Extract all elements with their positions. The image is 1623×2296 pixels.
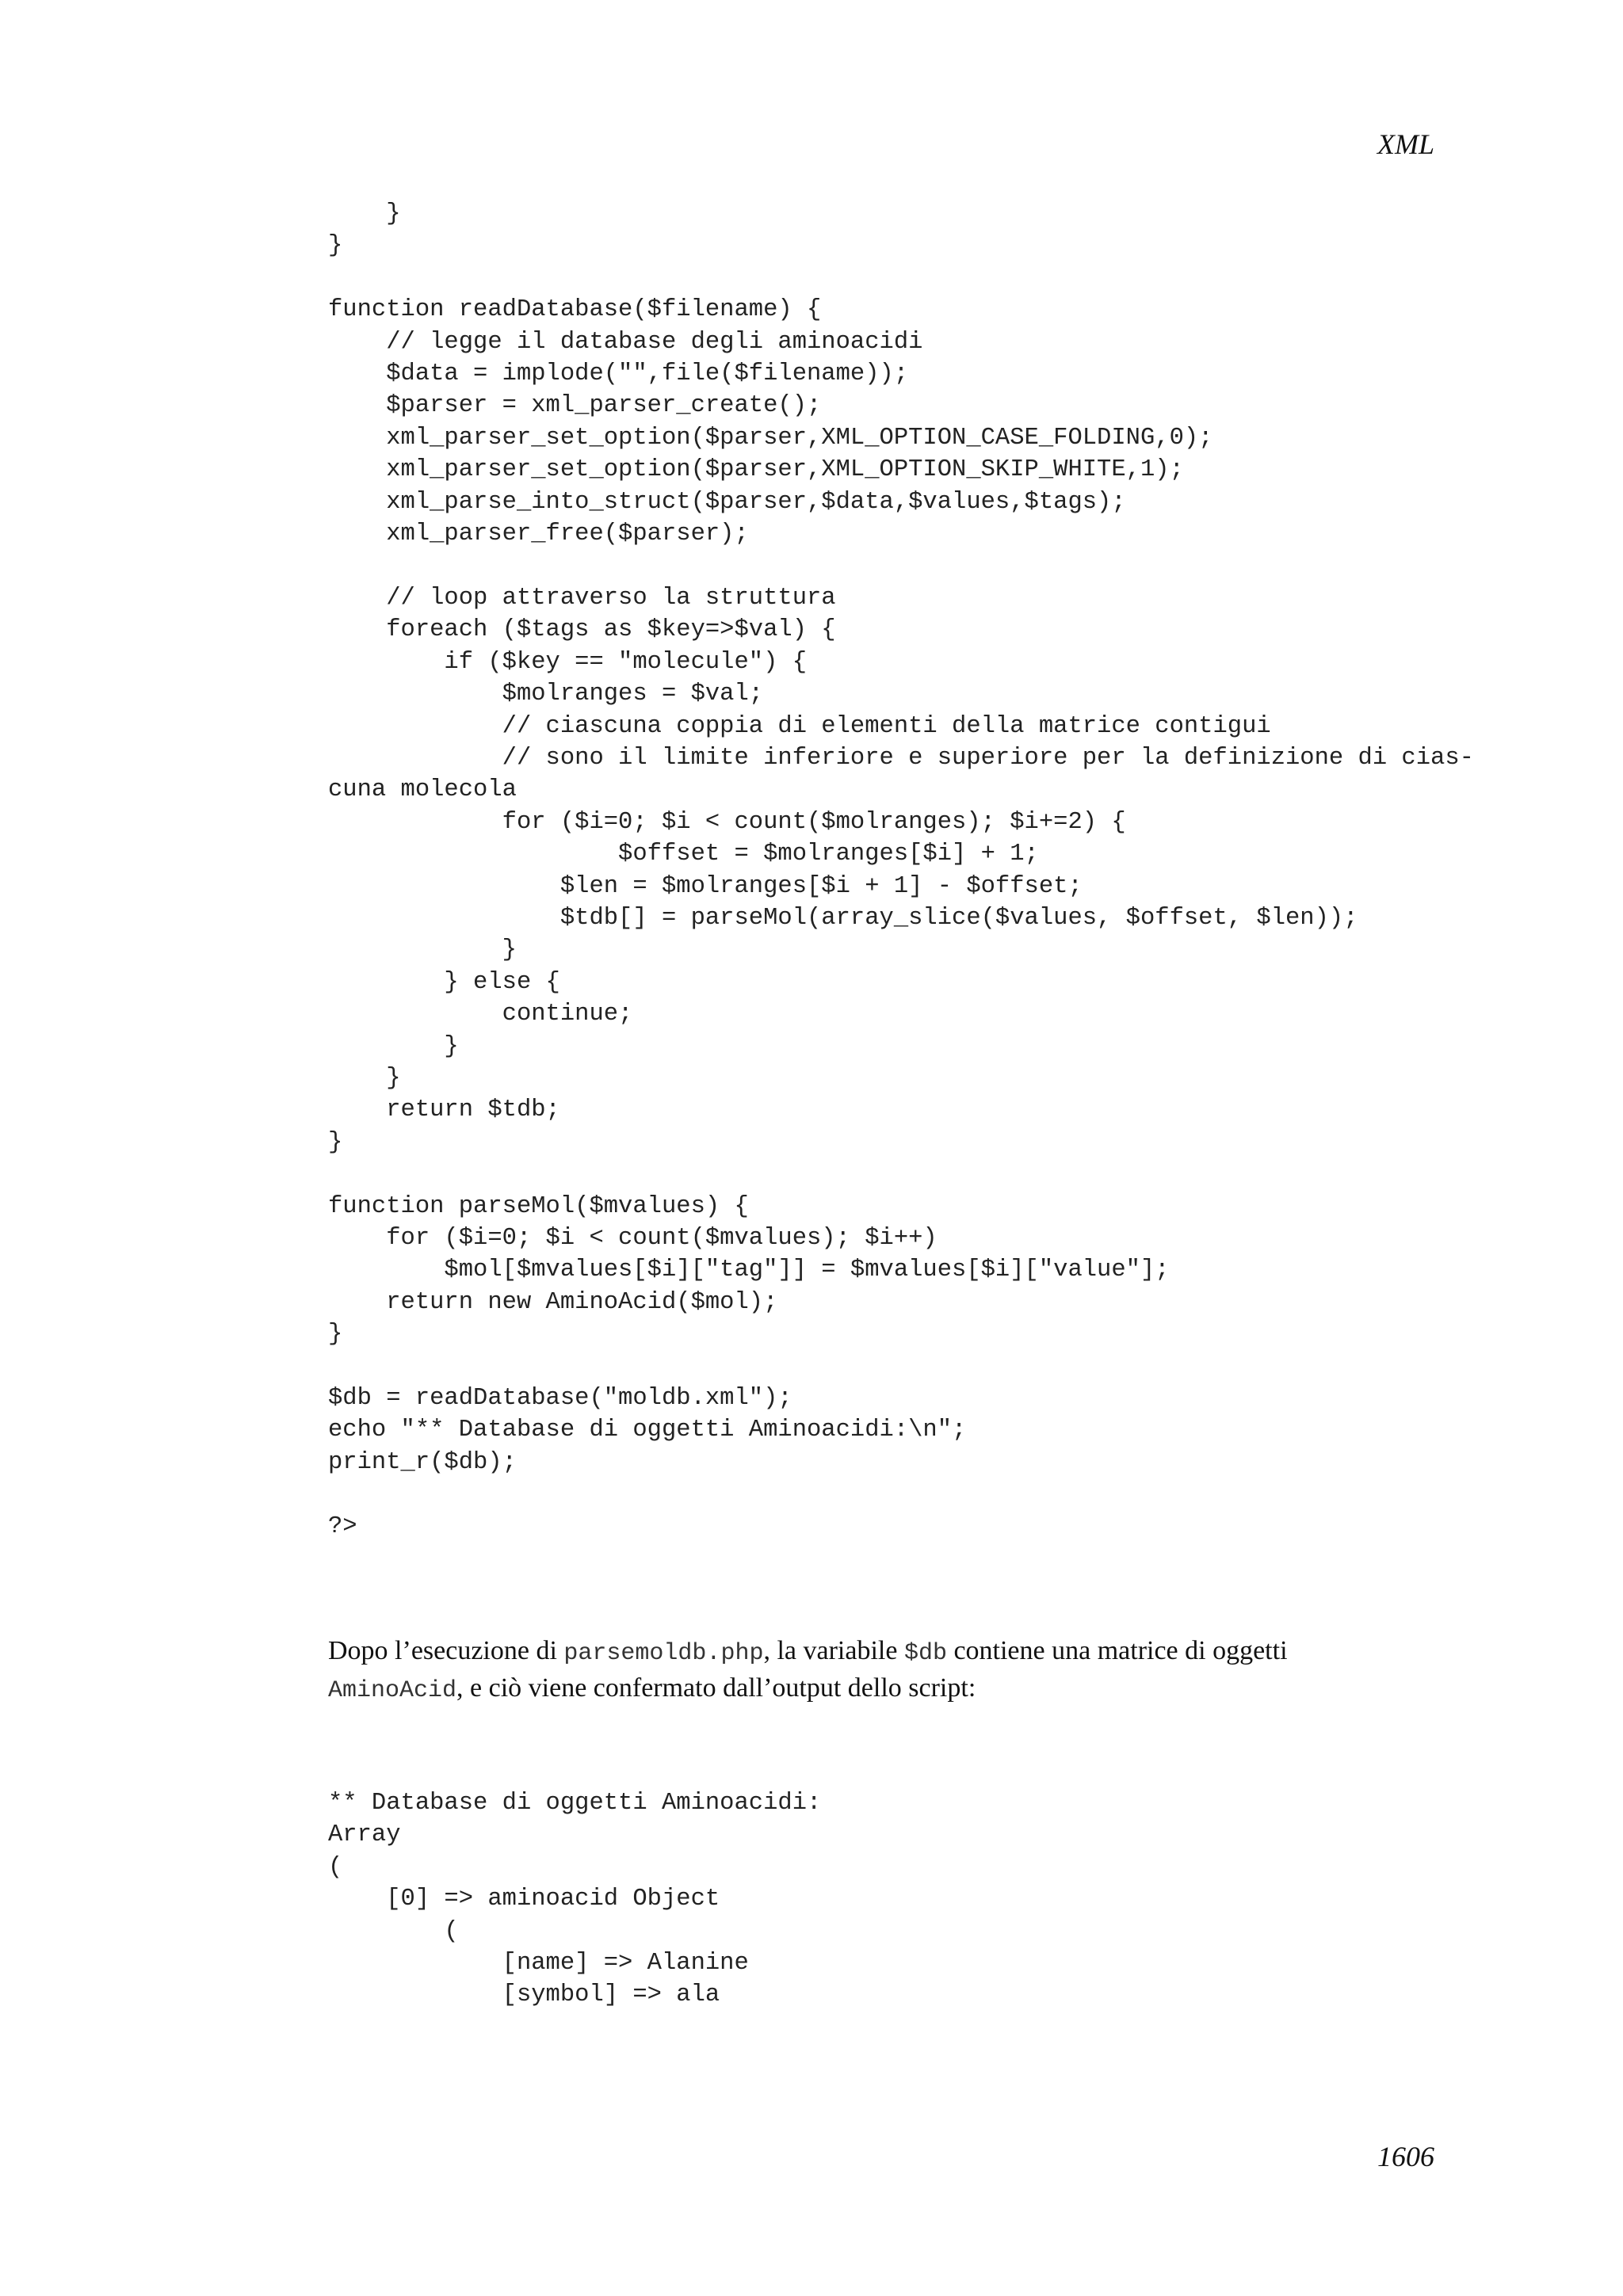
code-line: } bbox=[328, 1064, 401, 1092]
code-line: if ($key == "molecule") { bbox=[328, 648, 807, 676]
code-line: cuna molecola bbox=[328, 776, 517, 804]
code-line: // legge il database degli aminoacidi bbox=[328, 328, 923, 356]
code-line: continue; bbox=[328, 1001, 633, 1028]
code-line: } bbox=[328, 1128, 343, 1156]
code-line: [name] => Alanine bbox=[328, 1950, 749, 1978]
code-line: } bbox=[328, 200, 401, 227]
code-line: ( bbox=[328, 1917, 459, 1945]
code-line: for ($i=0; $i < count($molranges); $i+=2) { bbox=[328, 808, 1126, 836]
code-line: xml_parse_into_struct($parser,$data,$values,$tags); bbox=[328, 488, 1126, 516]
paragraph-text: , e ciò viene confermato dall’output dello script: bbox=[456, 1673, 976, 1703]
code-line: } bbox=[328, 232, 343, 260]
code-line: $tdb[] = parseMol(array_slice($values, $offset, $len)); bbox=[328, 904, 1358, 932]
paragraph-text: Dopo l’esecuzione di bbox=[328, 1636, 564, 1665]
code-line: ( bbox=[328, 1853, 343, 1881]
code-line: echo "** Database di oggetti Aminoacidi:\n"; bbox=[328, 1417, 967, 1444]
code-line: Array bbox=[328, 1821, 401, 1849]
body-paragraph bbox=[328, 1634, 1438, 1708]
code-line: $parser = xml_parser_create(); bbox=[328, 392, 822, 420]
code-line: // sono il limite inferiore e superiore per la definizione di cias- bbox=[328, 744, 1474, 772]
code-line: function readDatabase($filename) { bbox=[328, 296, 822, 324]
code-line: return new AminoAcid($mol); bbox=[328, 1288, 778, 1316]
code-line: $molranges = $val; bbox=[328, 681, 764, 708]
code-line: } bbox=[328, 936, 517, 964]
code-line: xml_parser_set_option($parser,XML_OPTION_SKIP_WHITE,1); bbox=[328, 456, 1184, 484]
code-line: $len = $molranges[$i + 1] - $offset; bbox=[328, 872, 1083, 900]
code-line: $data = implode("",file($filename)); bbox=[328, 360, 909, 388]
code-line: // loop attraverso la struttura bbox=[328, 584, 836, 612]
code-line: [symbol] => ala bbox=[328, 1981, 720, 2009]
code-line: for ($i=0; $i < count($mvalues); $i++) bbox=[328, 1225, 938, 1252]
code-line: ?> bbox=[328, 1512, 357, 1540]
code-line: return $tdb; bbox=[328, 1097, 560, 1124]
code-line: foreach ($tags as $key=>$val) { bbox=[328, 616, 836, 644]
code-line: print_r($db); bbox=[328, 1448, 517, 1476]
code-line: // ciascuna coppia di elementi della matrice contigui bbox=[328, 712, 1271, 740]
paragraph-text: , la variabile bbox=[763, 1636, 904, 1665]
code-line: $offset = $molranges[$i] + 1; bbox=[328, 841, 1039, 868]
paragraph-text: contiene una matrice di oggetti bbox=[946, 1636, 1288, 1665]
inline-code-filename: parsemoldb.php bbox=[563, 1640, 764, 1667]
page-number: 1606 bbox=[1377, 2141, 1434, 2172]
code-line: function parseMol($mvalues) { bbox=[328, 1192, 749, 1220]
code-line: } bbox=[328, 1321, 343, 1348]
code-line: $db = readDatabase("moldb.xml"); bbox=[328, 1385, 792, 1413]
inline-code-variable: $db bbox=[903, 1640, 947, 1667]
php-code-listing bbox=[328, 198, 1474, 1543]
script-output-listing bbox=[328, 1787, 821, 2012]
running-head: XML bbox=[1377, 128, 1434, 160]
code-line: xml_parser_set_option($parser,XML_OPTION_CASE_FOLDING,0); bbox=[328, 424, 1213, 452]
code-line: xml_parser_free($parser); bbox=[328, 521, 749, 548]
code-line: ** Database di oggetti Aminoacidi: bbox=[328, 1790, 822, 1817]
code-line: } else { bbox=[328, 968, 560, 996]
code-line: $mol[$mvalues[$i]["tag"]] = $mvalues[$i]["value"]; bbox=[328, 1257, 1170, 1284]
inline-code-classname: AminoAcid bbox=[328, 1677, 457, 1704]
code-line: } bbox=[328, 1032, 459, 1060]
code-line: [0] => aminoacid Object bbox=[328, 1886, 720, 1913]
